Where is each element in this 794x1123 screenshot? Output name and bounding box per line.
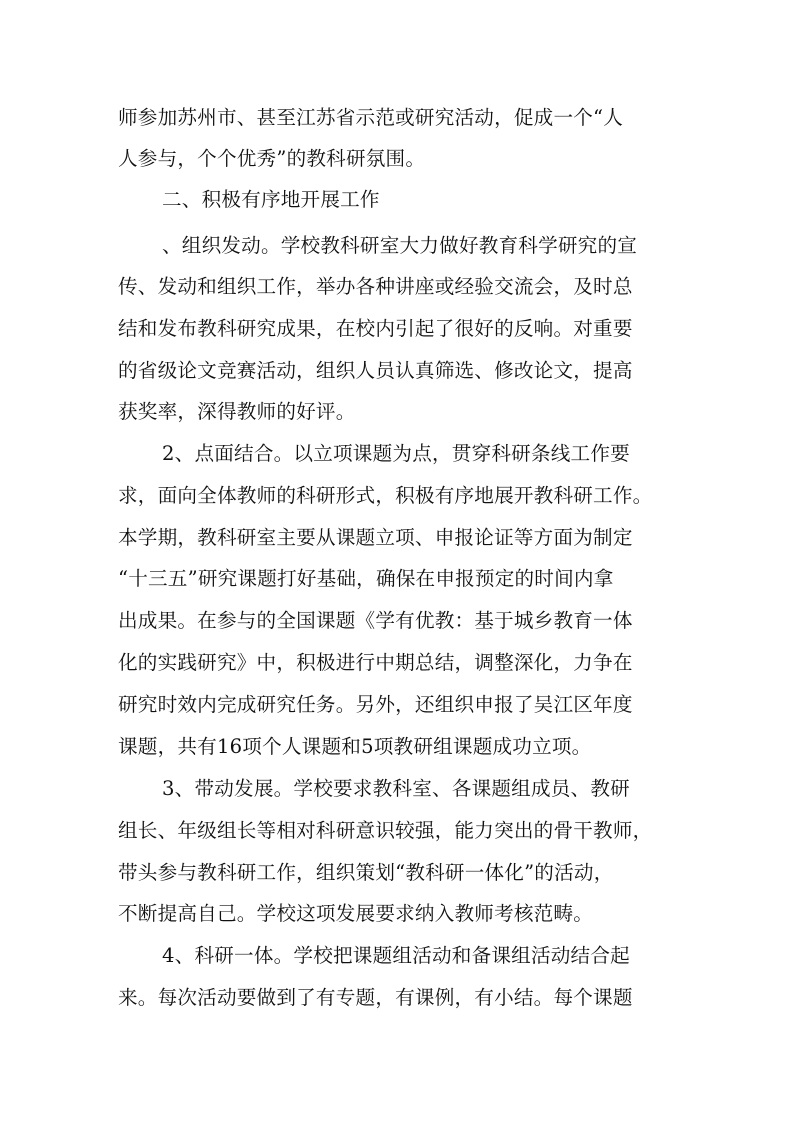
text-line: 人参与，个个优秀”的教科研氛围。: [118, 147, 426, 170]
text-line: 、组织发动。学校教科研室大力做好教育科学研究的宣: [162, 234, 638, 257]
text-line: 的省级论文竞赛活动，组织人员认真筛选、修改论文，提高: [118, 359, 633, 382]
text-line: 组长、年级组长等相对科研意识较强，能力突出的骨干教师，: [118, 819, 653, 842]
text-line: 带头参与教科研工作，组织策划“教科研一体化”的活动，: [118, 861, 614, 884]
text-line: 不断提高自己。学校这项发展要求纳入教师考核范畴。: [118, 902, 594, 925]
section-heading: 二、积极有序地开展工作: [162, 188, 380, 211]
text-line: 本学期，教科研室主要从课题立项、申报论证等方面为制定: [118, 526, 633, 549]
text-line: 师参加苏州市、甚至江苏省示范或研究活动，促成一个“人: [118, 106, 624, 129]
text-line: 获奖率，深得教师的好评。: [118, 400, 356, 423]
text-line: 求，面向全体教师的科研形式，积极有序地展开教科研工作。: [118, 484, 653, 507]
text-line: 课题，共有16项个人课题和5项教研组课题成功立项。: [118, 735, 592, 758]
text-line: 3、带动发展。学校要求教科室、各课题组成员、教研: [162, 777, 630, 800]
text-line: 研究时效内完成研究任务。另外，还组织申报了吴江区年度: [118, 693, 633, 716]
text-line: 2、点面结合。以立项课题为点，贯穿科研条线工作要: [162, 442, 630, 465]
text-line: 4、科研一体。学校把课题组活动和备课组活动结合起: [162, 944, 630, 967]
text-line: “十三五”研究课题打好基础，确保在申报预定的时间内拿: [118, 567, 614, 590]
text-line: 出成果。在参与的全国课题《学有优教：基于城乡教育一体: [118, 609, 633, 632]
text-line: 结和发布教科研究成果，在校内引起了很好的反响。对重要: [118, 317, 633, 340]
text-line: 化的实践研究》中，积极进行中期总结，调整深化，力争在: [118, 651, 633, 674]
text-line: 来。每次活动要做到了有专题，有课例，有小结。每个课题: [118, 986, 633, 1009]
text-line: 传、发动和组织工作，举办各种讲座或经验交流会，及时总: [118, 275, 633, 298]
